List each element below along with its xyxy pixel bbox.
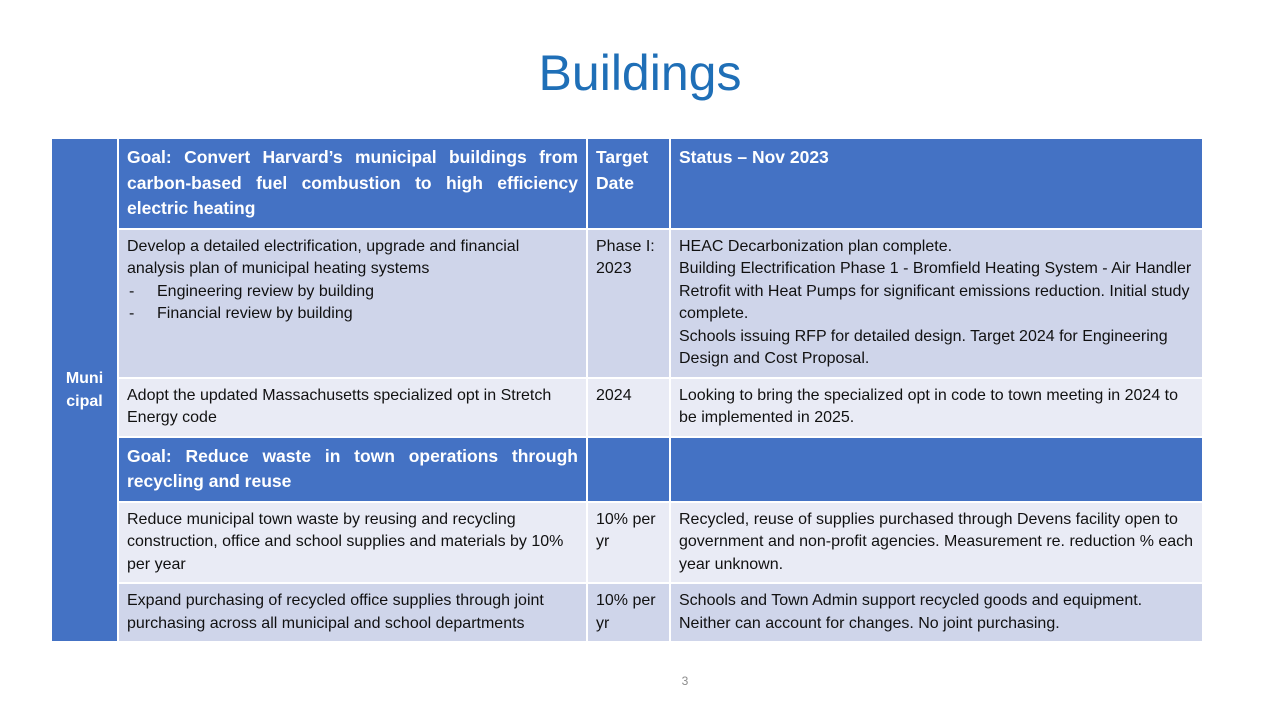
action-subitems <box>127 281 578 326</box>
goal-header-cell: Goal: Reduce waste in town operations through recycling and reuse <box>119 438 588 503</box>
target-date-header <box>588 438 671 503</box>
action-cell: Expand purchasing of recycled office supplies through joint purchasing across all municipal and school departments <box>119 584 588 643</box>
status-line: Recycled, reuse of supplies purchased through Devens facility open to government and non-profit agencies. Measurement re. reduction % each year unknown. <box>679 510 1194 573</box>
list-item <box>127 303 578 326</box>
target-date-header: Target Date <box>588 139 671 230</box>
section-header-row <box>52 139 1204 230</box>
status-line: HEAC Decarbonization plan complete. <box>679 237 953 255</box>
target-cell: Phase I: 2023 <box>588 230 671 379</box>
table-row <box>52 503 1204 585</box>
target-cell: 10% per yr <box>588 503 671 585</box>
slide-title: Buildings <box>538 45 742 101</box>
target-cell: 10% per yr <box>588 584 671 643</box>
status-cell <box>671 379 1204 438</box>
table-row <box>52 584 1204 643</box>
table-row <box>52 379 1204 438</box>
status-line: Schools issuing RFP for detailed design. Target 2024 for Engineering Design and Cost Proposal. <box>679 327 1168 367</box>
list-item <box>127 281 578 304</box>
goals-table <box>52 139 1204 643</box>
section-header-row <box>52 438 1204 503</box>
status-cell <box>671 503 1204 585</box>
status-line: Building Electrification Phase 1 - Bromfield Heating System - Air Handler Retrofit with Heat Pumps for significant emissions reduction. Initial study complete. <box>679 260 1192 322</box>
action-cell: Reduce municipal town waste by reusing and recycling construction, office and school supplies and materials by 10% per year <box>119 503 588 585</box>
status-header: Status – Nov 2023 <box>671 139 1204 230</box>
list-dash: - <box>129 282 135 300</box>
goals-table-container <box>52 139 1204 643</box>
status-cell <box>671 230 1204 379</box>
action-cell: Adopt the updated Massachusetts specialized opt in Stretch Energy code <box>119 379 588 438</box>
municipal-side-label: Muni cipal <box>52 139 119 643</box>
status-line: Schools and Town Admin support recycled goods and equipment. Neither can account for changes. No joint purchasing. <box>679 592 1143 632</box>
page-number: 3 <box>681 674 689 688</box>
status-header <box>671 438 1204 503</box>
list-dash: - <box>129 305 135 322</box>
list-item-text: Engineering review by building <box>157 282 375 300</box>
status-cell <box>671 584 1204 643</box>
list-item-text: Financial review by building <box>157 305 353 322</box>
status-line: Looking to bring the specialized opt in code to town meeting in 2024 to be implemented in 2025. <box>679 386 1178 426</box>
target-cell: 2024 <box>588 379 671 438</box>
action-text: Develop a detailed electrification, upgrade and financial analysis plan of municipal heating systems <box>127 237 520 277</box>
table-row <box>52 230 1204 379</box>
action-cell <box>119 230 588 379</box>
goal-header-cell: Goal: Convert Harvard’s municipal buildings from carbon-based fuel combustion to high efficiency electric heating <box>119 139 588 230</box>
